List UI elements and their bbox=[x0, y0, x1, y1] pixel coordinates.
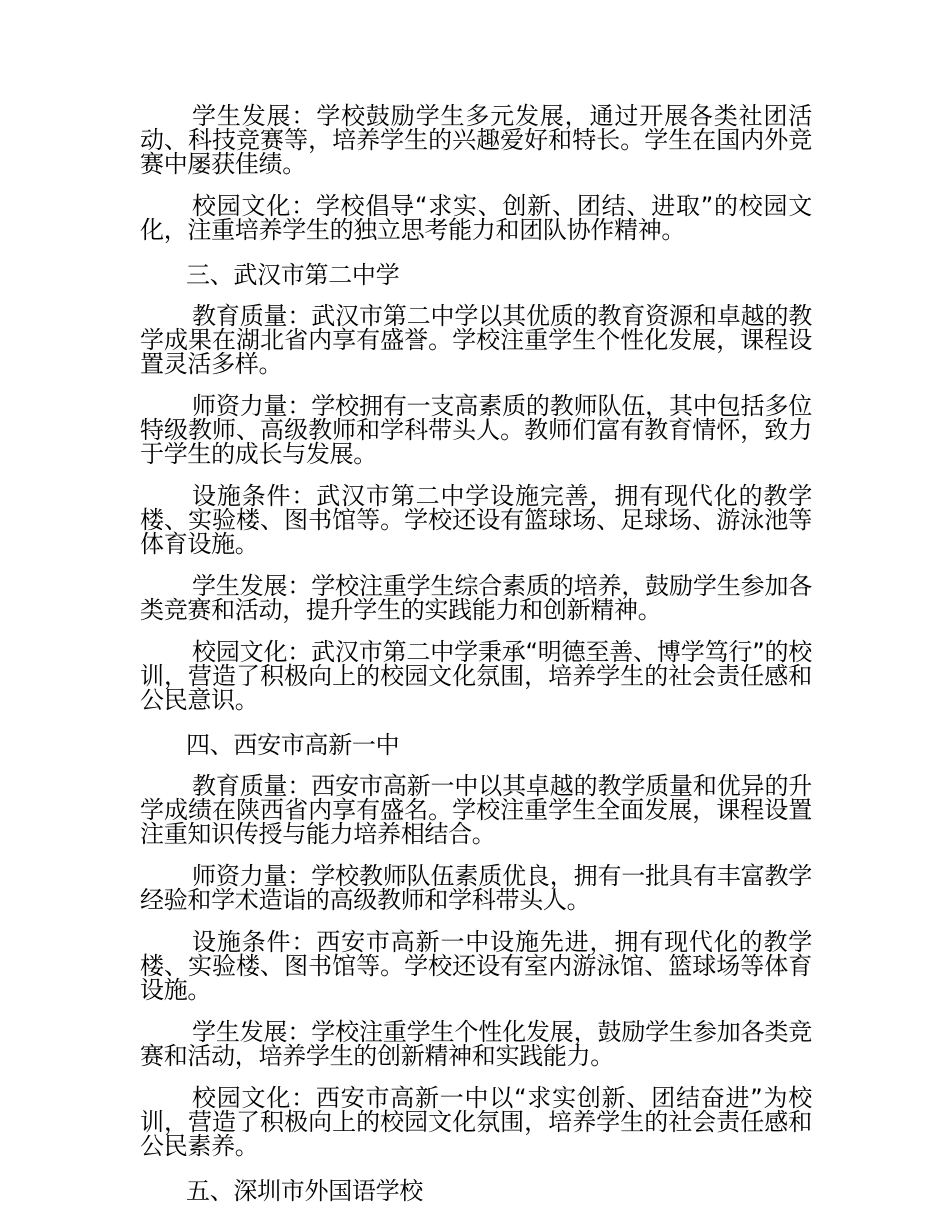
paragraph-student-development-xian: 学生发展：学校注重学生个性化发展，鼓励学生参加各类竞赛和活动，培养学生的创新精神和实践能力。 bbox=[140, 1018, 812, 1070]
section-heading-wuhan-no2: 三、武汉市第二中学 bbox=[186, 261, 400, 289]
paragraph-facilities-xian: 设施条件：西安市高新一中设施先进，拥有现代化的教学楼、实验楼、图书馆等。学校还设有室内游泳馆、篮球场等体育设施。 bbox=[140, 928, 812, 1004]
paragraph-facilities-wuhan: 设施条件：武汉市第二中学设施完善，拥有现代化的教学楼、实验楼、图书馆等。学校还设有篮球场、足球场、游泳池等体育设施。 bbox=[140, 482, 812, 558]
section-heading-xian-gaoxin: 四、西安市高新一中 bbox=[186, 731, 400, 759]
paragraph-teachers-wuhan: 师资力量：学校拥有一支高素质的教师队伍，其中包括多位特级教师、高级教师和学科带头人。教师们富有教育情怀，致力于学生的成长与发展。 bbox=[140, 392, 812, 468]
paragraph-campus-culture-1: 校园文化：学校倡导“求实、创新、团结、进取”的校园文化，注重培养学生的独立思考能力和团队协作精神。 bbox=[140, 192, 812, 244]
paragraph-education-quality-wuhan: 教育质量：武汉市第二中学以其优质的教育资源和卓越的教学成果在湖北省内享有盛誉。学校注重学生个性化发展，课程设置灵活多样。 bbox=[140, 302, 812, 378]
paragraph-student-development-wuhan: 学生发展：学校注重学生综合素质的培养，鼓励学生参加各类竞赛和活动，提升学生的实践能力和创新精神。 bbox=[140, 572, 812, 624]
section-heading-shenzhen-foreign-language: 五、深圳市外国语学校 bbox=[186, 1177, 423, 1205]
paragraph-teachers-xian: 师资力量：学校教师队伍素质优良，拥有一批具有丰富教学经验和学术造诣的高级教师和学科带头人。 bbox=[140, 862, 812, 914]
paragraph-campus-culture-wuhan: 校园文化：武汉市第二中学秉承“明德至善、博学笃行”的校训，营造了积极向上的校园文化氛围，培养学生的社会责任感和公民意识。 bbox=[140, 638, 812, 714]
paragraph-education-quality-xian: 教育质量：西安市高新一中以其卓越的教学质量和优异的升学成绩在陕西省内享有盛名。学校注重学生全面发展，课程设置注重知识传授与能力培养相结合。 bbox=[140, 772, 812, 848]
document-page bbox=[140, 104, 812, 1220]
paragraph-campus-culture-xian: 校园文化：西安市高新一中以“求实创新、团结奋进”为校训，营造了积极向上的校园文化氛围，培养学生的社会责任感和公民素养。 bbox=[140, 1084, 812, 1160]
paragraph-student-development-1: 学生发展：学校鼓励学生多元发展，通过开展各类社团活动、科技竞赛等，培养学生的兴趣爱好和特长。学生在国内外竞赛中屡获佳绩。 bbox=[140, 102, 812, 178]
